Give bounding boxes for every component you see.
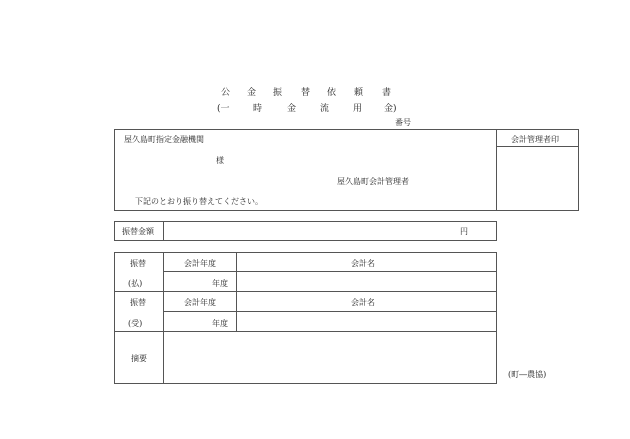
transfer-out-sublabel: (払) [128, 279, 143, 288]
request-text: 下記のとおり振り替えてください。 [135, 197, 263, 206]
transfer-in-sublabel: (受) [128, 319, 143, 328]
amount-field[interactable] [164, 222, 454, 240]
summary-label: 摘要 [131, 354, 147, 363]
account-header: 会計名 [351, 259, 375, 268]
title-char: 依 [327, 88, 337, 98]
amount-label: 振替金額 [122, 227, 154, 236]
year-suffix: 年度 [212, 279, 228, 288]
subtitle-char: (一 [217, 104, 230, 114]
title-char: 書 [382, 88, 392, 98]
amount-unit: 円 [460, 227, 468, 236]
account-header: 会計名 [351, 298, 375, 307]
footnote: (町―農協) [508, 370, 547, 379]
title-char: 替 [301, 88, 311, 98]
subtitle-char: 流 [320, 104, 330, 114]
transfer-out-year-field[interactable] [164, 272, 210, 291]
transfer-in-account-field[interactable] [237, 312, 496, 331]
issuer-name: 屋久島町会計管理者 [337, 177, 409, 186]
honorific: 様 [216, 156, 224, 165]
year-suffix: 年度 [212, 319, 228, 328]
seal-header: 会計管理者印 [511, 135, 559, 144]
summary-field[interactable] [164, 332, 496, 383]
title-char: 振 [273, 88, 283, 98]
transfer-out-account-field[interactable] [237, 272, 496, 291]
transfer-out-label: 振替 [130, 259, 146, 268]
subtitle-char: 時 [253, 104, 263, 114]
title-char: 頼 [354, 88, 364, 98]
subtitle-char: 金) [384, 104, 397, 114]
fiscal-year-header: 会計年度 [184, 298, 216, 307]
subtitle-char: 用 [353, 104, 363, 114]
institution-name: 屋久島町指定金融機関 [124, 135, 204, 144]
transfer-in-label: 振替 [130, 298, 146, 307]
number-label: 番号 [395, 118, 411, 127]
transfer-in-year-field[interactable] [164, 312, 210, 331]
seal-area[interactable] [497, 147, 578, 210]
fiscal-year-header: 会計年度 [184, 259, 216, 268]
title-char: 金 [247, 88, 257, 98]
title-char: 公 [221, 88, 231, 98]
subtitle-char: 金 [287, 104, 297, 114]
